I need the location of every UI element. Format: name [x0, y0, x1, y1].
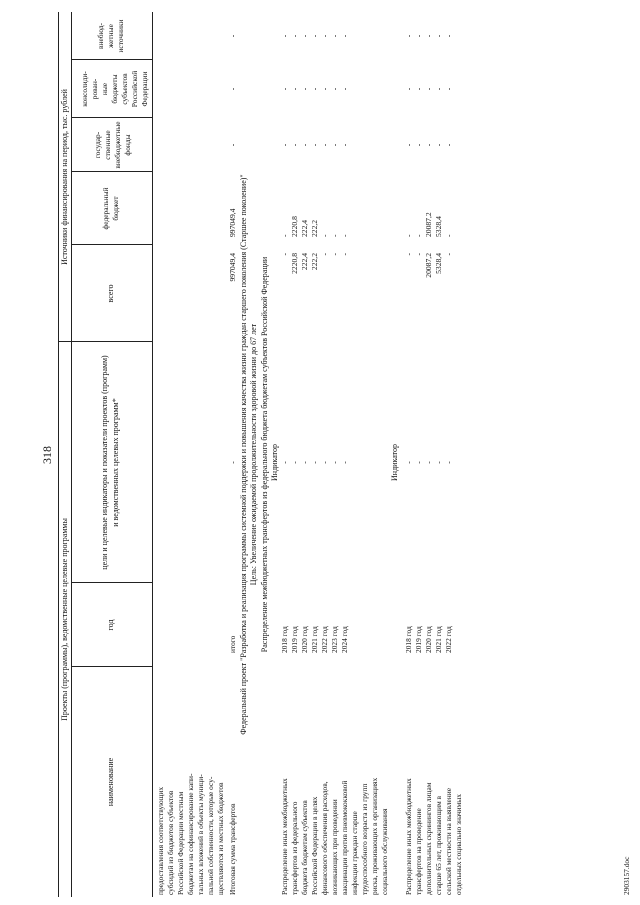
- block1-name-line-1: Распределение иных межбюджетных: [280, 778, 289, 895]
- consolidated-cell: -: [340, 87, 349, 91]
- header-col-consolidated-1: консолиди-: [80, 71, 89, 107]
- section-subtitle: Распределение межбюджетных трансфертов из федерального бюджета бюджетам субъектов Российской Федерации: [260, 256, 269, 653]
- header-col-federal-2: бюджет: [111, 196, 120, 221]
- offbudget-cell: -: [330, 143, 339, 147]
- offbudget-cell: -: [340, 143, 349, 147]
- consolidated-cell: -: [444, 87, 453, 91]
- header-col-consolidated-6: Российской: [130, 70, 139, 108]
- total-cell: -: [330, 253, 339, 256]
- header-col-offbudget-4: фонды: [123, 134, 132, 156]
- offbudget-cell: -: [434, 143, 443, 147]
- total-cell: -: [414, 253, 423, 256]
- federal-cell: -: [404, 234, 413, 237]
- consolidated-cell: -: [290, 87, 299, 91]
- block2-name-line-4: старше 65 лет, проживающим в: [434, 795, 443, 895]
- header-col-goals-1: цели и целевые индикаторы и показатели проектов (программ): [100, 355, 109, 570]
- consolidated-cell: -: [330, 87, 339, 91]
- consolidated-cell: -: [434, 87, 443, 91]
- federal-cell: -: [340, 234, 349, 237]
- header-col-offbudget-2: ственные: [103, 130, 112, 160]
- federal-cell: -: [444, 234, 453, 237]
- goals-cell: -: [404, 461, 413, 464]
- consolidated-cell: -: [424, 87, 433, 91]
- header-col-external-3: источники: [116, 19, 125, 53]
- header-group-sources: Источники финансирования на период, тыс. рублей: [60, 89, 69, 265]
- federal-cell: 222,4: [300, 219, 309, 237]
- goals-cell: -: [444, 461, 453, 464]
- continued-line-5: тальных вложений в объекты муници-: [196, 774, 205, 895]
- block1-name-line-5: финансового обеспечения расходов,: [320, 781, 329, 895]
- federal-cell: -: [414, 234, 423, 237]
- consolidated-cell: -: [414, 87, 423, 91]
- total-cell: -: [444, 253, 453, 256]
- goals-cell: -: [434, 461, 443, 464]
- consolidated-cell: -: [300, 87, 309, 91]
- indicator-label-2: Индикатор: [390, 444, 399, 481]
- block1-name-line-11: социального обслуживания: [380, 808, 389, 895]
- total-cell: -: [340, 253, 349, 256]
- block1-name-line-7: вакцинации против пневмококковой: [340, 780, 349, 895]
- goals-cell: -: [424, 461, 433, 464]
- federal-cell: 2220,8: [290, 216, 299, 237]
- year-cell: 2019 год: [290, 626, 299, 653]
- offbudget-cell: -: [424, 143, 433, 147]
- block2-name-line-5: сельской местности на выявление: [444, 788, 453, 895]
- consolidated-cell: -: [404, 87, 413, 91]
- header-group-rule: [71, 12, 72, 897]
- block1-name-line-2: трансфертов из федерального: [290, 801, 299, 895]
- block1-name-line-8: инфекции граждан старше: [350, 811, 359, 895]
- consolidated-cell: -: [310, 87, 319, 91]
- block1-name-line-6: возникающих при проведении: [330, 799, 339, 895]
- goals-cell: -: [310, 461, 319, 464]
- page-number: 318: [40, 446, 54, 464]
- header-top-rule: [58, 12, 59, 897]
- header-bottom-rule: [152, 12, 153, 897]
- block2-name-line-3: дополнительных скринингов лицам: [424, 782, 433, 895]
- total-cell: 222,2: [310, 253, 319, 271]
- header-col-consolidated-2: рован-: [90, 78, 99, 100]
- header-col-name: наименование: [106, 757, 115, 807]
- offbudget-cell: -: [444, 143, 453, 147]
- year-cell: 2024 год: [340, 626, 349, 653]
- external-cell: -: [434, 34, 443, 38]
- year-cell: 2021 год: [434, 626, 443, 653]
- block2-name-line-1: Распределение иных межбюджетных: [404, 778, 413, 895]
- header-col-year: год: [106, 619, 115, 631]
- offbudget-cell: -: [414, 143, 423, 147]
- external-cell: -: [300, 34, 309, 38]
- federal-cell: 222,2: [310, 219, 319, 237]
- block2-name-line-2: трансфертов на проведение: [414, 808, 423, 895]
- continued-line-2: субсидий из бюджетов субъектов: [166, 790, 175, 895]
- year-cell: 2021 год: [310, 626, 319, 653]
- total-cell: 5328,4: [434, 253, 443, 274]
- year-cell: 2023 год: [330, 626, 339, 653]
- external-cell: -: [404, 34, 413, 38]
- goals-cell: -: [280, 461, 289, 464]
- total-cell: 2220,8: [290, 253, 299, 274]
- total-cell: 20087,2: [424, 253, 433, 278]
- block1-name-line-3: бюджета бюджетам субъектов: [300, 800, 309, 895]
- total-row-goals: -: [228, 461, 237, 464]
- external-cell: -: [414, 34, 423, 38]
- offbudget-cell: -: [280, 143, 289, 147]
- year-cell: 2019 год: [414, 626, 423, 653]
- federal-cell: 20087,2: [424, 212, 433, 237]
- goals-cell: -: [414, 461, 423, 464]
- external-cell: -: [280, 34, 289, 38]
- offbudget-cell: -: [290, 143, 299, 147]
- block2-name-line-6: отдельных социально значимых: [454, 794, 463, 895]
- consolidated-cell: -: [280, 87, 289, 91]
- block1-name-line-4: Российской Федерации в целях: [310, 796, 319, 895]
- header-col-consolidated-3: ные: [100, 82, 109, 96]
- header-col-external-1: внебюд-: [96, 23, 105, 49]
- total-row-federal: 997049,4: [228, 208, 237, 237]
- continued-line-3: Российской Федерации местным: [176, 791, 185, 895]
- external-cell: -: [340, 34, 349, 38]
- year-cell: 2020 год: [300, 626, 309, 653]
- total-row-offbudget: -: [228, 143, 237, 147]
- federal-cell: -: [330, 234, 339, 237]
- total-row-total: 997049,4: [228, 253, 237, 282]
- external-cell: -: [320, 34, 329, 38]
- header-col-federal-1: федеральный: [101, 187, 110, 230]
- total-row-consolidated: -: [228, 87, 237, 91]
- header-col-goals-2: и ведомственных целевых программ*: [111, 398, 120, 527]
- offbudget-cell: -: [320, 143, 329, 147]
- year-cell: 2022 год: [444, 626, 453, 653]
- total-row-name: Итоговая сумма трансфертов: [228, 803, 237, 895]
- block1-name-line-10: риска, проживающих в организациях: [370, 777, 379, 895]
- continued-line-4: бюджетам на софинансирование капи-: [186, 773, 195, 895]
- total-cell: -: [320, 253, 329, 256]
- total-cell: -: [404, 253, 413, 256]
- year-cell: 2018 год: [280, 626, 289, 653]
- external-cell: -: [424, 34, 433, 38]
- goals-cell: -: [290, 461, 299, 464]
- project-title: Федеральный проект "Разработка и реализация программы системной поддержки и повышения качества жизни граждан старшего поколения (Старшее поколение)": [239, 174, 248, 735]
- header-col-consolidated-5: субъектов: [120, 73, 129, 105]
- total-row-external: -: [228, 34, 237, 38]
- offbudget-cell: -: [300, 143, 309, 147]
- goals-cell: -: [300, 461, 309, 464]
- year-cell: 2022 год: [320, 626, 329, 653]
- header-col-consolidated-7: Федерации: [140, 71, 149, 107]
- header-col-consolidated-4: бюджеты: [110, 74, 119, 104]
- header-col-external-2: жетные: [106, 24, 115, 48]
- year-cell: 2020 год: [424, 626, 433, 653]
- consolidated-cell: -: [320, 87, 329, 91]
- continued-line-7: ществляются из местных бюджетов: [216, 782, 225, 895]
- external-cell: -: [290, 34, 299, 38]
- continued-line-6: пальной собственности, которые осу-: [206, 776, 215, 895]
- year-cell: 2018 год: [404, 626, 413, 653]
- header-group-projects: Проекты (программы), ведомственные целевые программы: [60, 518, 69, 721]
- total-row-year: итого: [228, 635, 237, 653]
- goals-cell: -: [340, 461, 349, 464]
- federal-cell: 5328,4: [434, 216, 443, 237]
- indicator-label-1: Индикатор: [270, 444, 279, 481]
- project-goal: Цель: Увеличение ожидаемой продолжительности здоровой жизни до 67 лет: [249, 323, 258, 586]
- external-cell: -: [330, 34, 339, 38]
- external-cell: -: [310, 34, 319, 38]
- total-cell: -: [280, 253, 289, 256]
- block1-name-line-9: трудоспособного возраста из групп: [360, 783, 369, 895]
- header-col-offbudget-1: государ-: [93, 131, 102, 159]
- offbudget-cell: -: [310, 143, 319, 147]
- external-cell: -: [444, 34, 453, 38]
- federal-cell: -: [280, 234, 289, 237]
- offbudget-cell: -: [404, 143, 413, 147]
- goals-cell: -: [330, 461, 339, 464]
- footer-filename: 2903157.doc: [622, 856, 631, 895]
- continued-line-1: предоставления соответствующих: [156, 786, 165, 895]
- header-col-offbudget-3: внебюджетные: [113, 121, 122, 169]
- header-col-total: всего: [106, 284, 115, 303]
- federal-cell: -: [320, 234, 329, 237]
- goals-cell: -: [320, 461, 329, 464]
- total-cell: 222,4: [300, 253, 309, 271]
